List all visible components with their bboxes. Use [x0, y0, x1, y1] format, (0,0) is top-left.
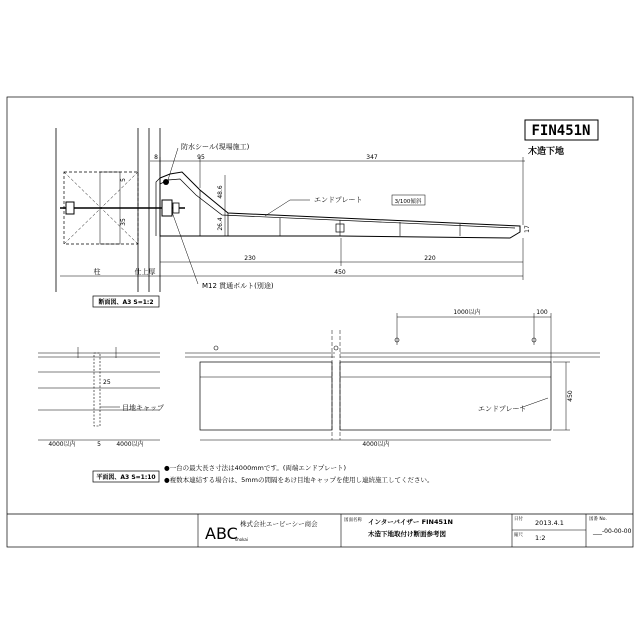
model-code: FIN451N — [531, 123, 591, 139]
scale-label: 縮尺 — [514, 533, 523, 538]
model-header — [525, 120, 598, 157]
plan-view — [38, 347, 164, 482]
elevation-view — [185, 308, 600, 448]
svg-text:shokai: shokai — [235, 537, 248, 542]
dim-35: 35 — [120, 218, 127, 226]
label-end-plate-section: エンドプレート — [314, 196, 363, 204]
joint-cap-strip — [94, 353, 100, 426]
label-bolt: M12 貫通ボルト(別途) — [202, 282, 274, 290]
dim-5: 5 — [120, 178, 127, 182]
note-1: ●一台の最大長さ寸法は4000mmです。(両端エンドプレート) — [164, 464, 346, 472]
plan-caption: 平面図、A3 S=1:10 — [96, 474, 156, 481]
through-bolt — [60, 200, 185, 216]
dim-95: 95 — [197, 154, 205, 161]
notes — [164, 463, 433, 484]
elev-dim-100: 100 — [536, 309, 548, 316]
plan-dim-5: 5 — [97, 441, 101, 448]
dim-26-4: 26.4 — [217, 217, 224, 231]
visor-body-left — [200, 362, 332, 430]
date-value: 2013.4.1 — [535, 519, 564, 527]
company-name: 株式会社エービーシー商会 — [240, 520, 318, 528]
dim-17: 17 — [524, 225, 531, 233]
drawing-number: ___-00-00-00 — [593, 528, 632, 535]
note-2: ●複数本連結する場合は、5mmの間隔をあけ目地キャップを使用し連続施工してください。 — [164, 476, 434, 484]
label-finish-thickness: 仕上厚 — [134, 268, 156, 276]
elev-dim-450: 450 — [567, 390, 574, 402]
elev-dim-4000: 4000以内 — [362, 441, 390, 448]
plan-dim-25: 25 — [103, 379, 111, 386]
drawing-name-line1: インターバイザー FIN451N — [368, 518, 453, 526]
dim-220: 220 — [424, 255, 436, 262]
date-label: 日付 — [514, 517, 523, 522]
drawing-name-label: 図面名称 — [344, 518, 362, 523]
label-joint-cap: 目地キャップ — [122, 404, 164, 412]
plan-dim-left: 4000以内 — [48, 441, 76, 448]
plan-dim-right: 4000以内 — [116, 441, 144, 448]
model-subtitle: 木造下地 — [528, 147, 565, 157]
section-view — [56, 128, 531, 307]
section-caption: 断面図、A3 S=1:2 — [98, 299, 154, 306]
dim-347: 347 — [366, 154, 378, 161]
title-block — [198, 514, 632, 547]
svg-text:ABC: ABC — [205, 524, 238, 543]
elev-dim-1000: 1000以内 — [453, 309, 481, 316]
visor-body-right — [340, 362, 551, 430]
label-end-plate-elevation: エンドプレート — [478, 405, 527, 413]
dim-230: 230 — [244, 255, 256, 262]
drawing-number-label: 図番 No. — [589, 517, 607, 522]
scale-value: 1:2 — [535, 534, 546, 542]
drawing-name-line2: 木造下地取付け断面参考図 — [368, 530, 446, 538]
visor-profile — [156, 172, 520, 238]
label-post: 柱 — [93, 268, 101, 276]
label-slope: 3/100傾斜 — [394, 199, 422, 205]
dim-8: 8 — [154, 154, 158, 161]
dim-450: 450 — [334, 269, 346, 276]
label-waterproof-seal: 防水シール(現場施工) — [181, 143, 250, 151]
dim-48-6: 48.6 — [217, 185, 224, 199]
